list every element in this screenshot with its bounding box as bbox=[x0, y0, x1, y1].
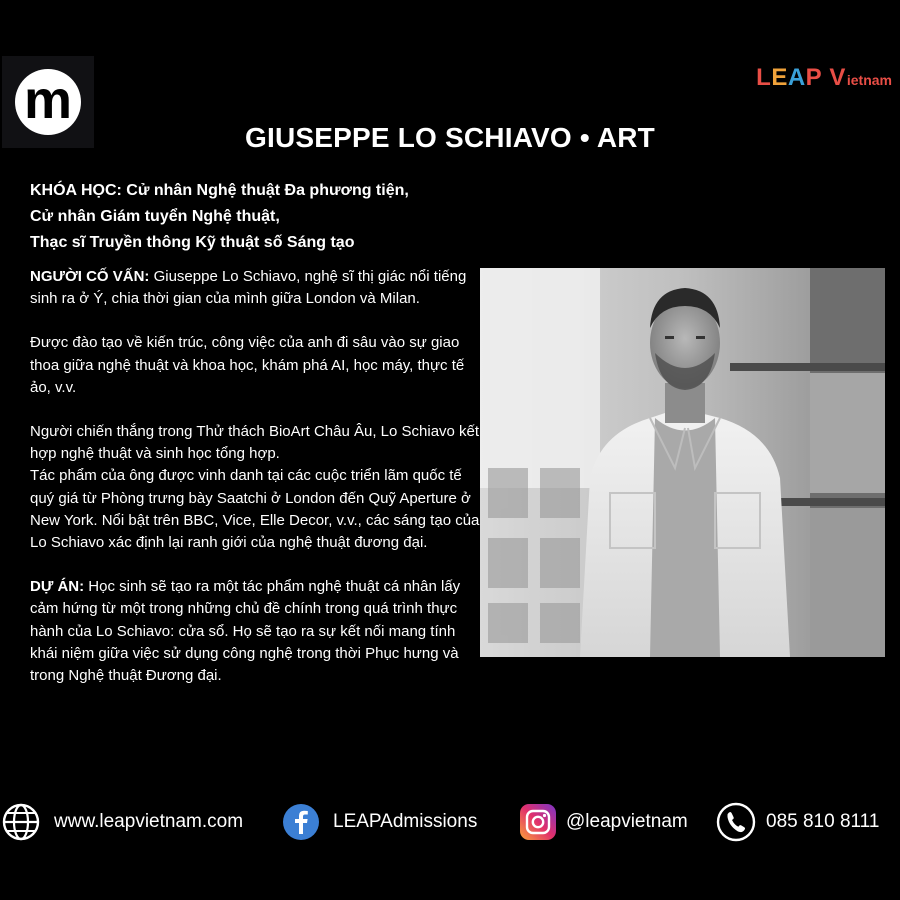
portrait-illustration bbox=[480, 268, 885, 657]
course-line-1: KHÓA HỌC: Cử nhân Nghệ thuật Đa phương tiện, bbox=[30, 182, 409, 199]
course-line-2: Cử nhân Giám tuyển Nghệ thuật, bbox=[30, 208, 280, 225]
globe-icon bbox=[2, 803, 40, 841]
brand-letter-l: L bbox=[756, 64, 772, 91]
facebook-contact[interactable] bbox=[282, 800, 477, 844]
exhibitions-text: Tác phẩm của ông được vinh danh tại các cuộc triển lãm quốc tế quý giá từ Phòng trưng bày Saatchi ở London đến Quỹ Aperture ở New York. Nổi bật trên BBC, Vice, Elle Decor, v.v., các sáng tạo của Lo Schiavo xác định lại ranh giới của nghệ thuật đương đại. bbox=[30, 467, 480, 552]
contact-footer bbox=[0, 800, 900, 844]
brand-letter-v: V bbox=[829, 64, 846, 91]
instagram-text: @leapvietnam bbox=[566, 811, 688, 832]
brand-space bbox=[822, 64, 829, 92]
mentor-text: Giuseppe Lo Schiavo, nghệ sĩ thị giác nổi tiếng sinh ra ở Ý, chia thời gian của mình giữa London và Milan. bbox=[30, 268, 467, 308]
page-title: GIUSEPPE LO SCHIAVO • ART bbox=[245, 122, 655, 153]
phone-icon bbox=[716, 802, 756, 842]
body-text bbox=[30, 266, 482, 709]
project-label: DỰ ÁN: bbox=[30, 578, 85, 596]
bioart-text: Người chiến thắng trong Thử thách BioArt Châu Âu, Lo Schiavo kết hợp nghệ thuật và sinh học tổng hợp. bbox=[30, 423, 480, 463]
instagram-icon bbox=[520, 804, 556, 840]
achievement-paragraph bbox=[30, 421, 482, 554]
mentor-portrait bbox=[480, 268, 885, 657]
facebook-icon bbox=[282, 803, 320, 841]
brand-letter-a: A bbox=[787, 64, 806, 91]
brand-suffix: ietnam bbox=[846, 72, 892, 88]
phone-contact[interactable] bbox=[716, 800, 879, 844]
mentor-label: NGƯỜI CỐ VẤN: bbox=[30, 268, 150, 285]
project-paragraph bbox=[30, 576, 482, 687]
leap-vietnam-logo bbox=[756, 64, 892, 92]
mentor-paragraph bbox=[30, 266, 482, 310]
course-info bbox=[30, 178, 490, 256]
course-line-3: Thạc sĩ Truyền thông Kỹ thuật số Sáng tạo bbox=[30, 234, 355, 251]
project-text: Học sinh sẽ tạo ra một tác phẩm nghệ thuật cá nhân lấy cảm hứng từ một trong những chủ đề chính trong quá trình thực hành của Lo Schiavo: cửa sổ. Họ sẽ tạo ra sự kết nối mang tính khái niệm giữa việc sử dụng công nghệ trong thời Phục hưng và trong Nghệ thuật Đương đại. bbox=[30, 578, 461, 685]
brand-letter-e: E bbox=[771, 64, 788, 91]
website-text: www.leapvietnam.com bbox=[54, 811, 244, 832]
phone-text: 085 810 8111 bbox=[766, 811, 880, 832]
training-paragraph: Được đào tạo về kiến trúc, công việc của anh đi sâu vào sự giao thoa giữa nghệ thuật và khoa học, khám phá AI, học máy, thực tế ảo, v.v. bbox=[30, 334, 465, 396]
facebook-text: LEAPAdmissions bbox=[333, 811, 478, 832]
instagram-contact[interactable] bbox=[520, 800, 688, 844]
brand-letter-p: P bbox=[805, 64, 823, 91]
media-logo-letter: m bbox=[15, 69, 81, 135]
website-contact[interactable] bbox=[2, 800, 243, 844]
